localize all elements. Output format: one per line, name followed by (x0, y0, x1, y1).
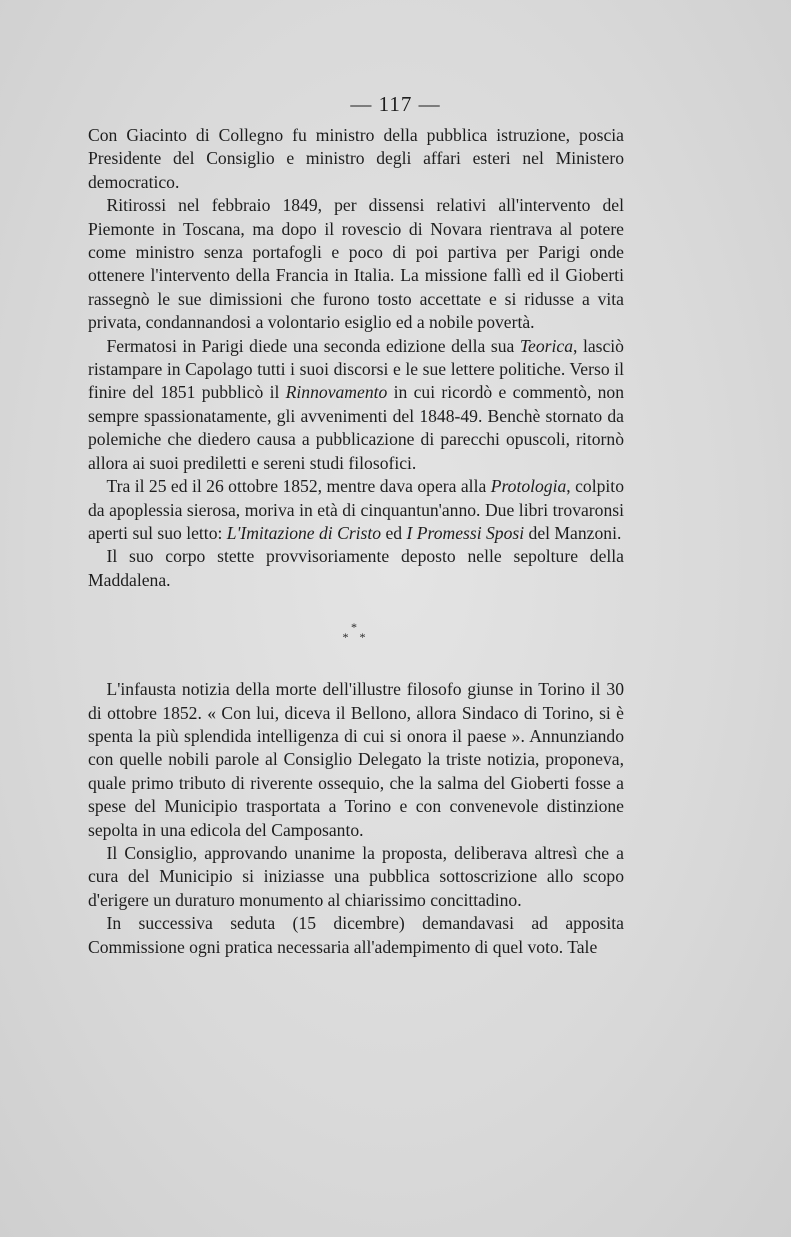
title-promessi-sposi: I Promessi Sposi (406, 522, 525, 543)
title-teorica: Teorica (519, 335, 573, 356)
paragraph-4-part-c: ed (381, 522, 407, 543)
paragraph-4-part-a: Tra il 25 ed il 26 ottobre 1852, mentre dava opera alla (106, 476, 491, 497)
paragraph-3-part-a: Fermatosi in Parigi diede una seconda edizione della sua (106, 335, 520, 356)
paragraph-1: Con Giacinto di Collegno fu ministro della pubblica istruzione, poscia Presidente del Consiglio e ministro degli affari esteri nel Ministero democratico. (88, 125, 624, 192)
section-separator (88, 620, 624, 645)
paragraph-3 (88, 335, 624, 475)
separator-star-top: * (351, 620, 361, 635)
paragraph-6: L'infausta notizia della morte dell'illustre filosofo giunse in Torino il 30 di ottobre 1852. « Con lui, diceva il Bellono, allora Sindaco di Torino, si è spenta la più splendida intelligenza di cui si onora il paese ». Annunziando con quelle nobili parole al Consiglio Delegato la triste notizia, proponeva, quale primo tributo di riverente ossequio, che la salma del Gioberti fosse a spese del Municipio trasportata a Torino e con convenevole distinzione sepolta in una edicola del Camposanto. (88, 679, 624, 840)
body-text (88, 124, 624, 959)
paragraph-2: Ritirossi nel febbraio 1849, per dissensi relativi all'intervento del Piemonte in Toscana, ma dopo il rovescio di Novara rientrava al potere come ministro senza portafogli e poco di poi partiva per Parigi onde ottenere l'intervento della Francia in Italia. La missione fallì ed il Gioberti rassegnò le sue dimissioni che furono tosto accettate e si ridusse a vita privata, condannandosi a volontario esiglio ed a nobile povertà. (88, 195, 624, 333)
paragraph-4 (88, 475, 624, 545)
title-imitazione: L'Imitazione di Cristo (226, 522, 382, 543)
paragraph-3-part-c: in cui ricordò e commentò, non sempre spassionatamente, gli avvenimenti del 1848-49. Benchè stornato da polemiche che diedero causa a pubblicazione di parecchi opuscoli, ritornò allora ai suoi prediletti e sereni studi filosofici. (88, 382, 624, 473)
paragraph-4-part-d: del Manzoni. (524, 522, 622, 543)
paragraph-5: Il suo corpo stette provvisoriamente deposto nelle sepolture della Maddalena. (88, 546, 624, 590)
separator-stars-bottom: * * (342, 630, 370, 645)
paragraph-8: In successiva seduta (15 dicembre) demandavasi ad apposita Commissione ogni pratica necessaria all'adempimento di quel voto. Tale (88, 913, 624, 957)
paragraph-4-part-b: , colpito da apoplessia sierosa, moriva in età di cinquantun'anno. Due libri trovaronsi aperti sul suo letto: (88, 476, 624, 543)
paragraph-3-part-b: , lasciò ristampare in Capolago tutti i suoi discorsi e le sue lettere politiche. Verso il finire del 1851 pubblicò il (88, 335, 624, 403)
paragraph-7: Il Consiglio, approvando unanime la proposta, deliberava altresì che a cura del Municipio si iniziasse una pubblica sottoscrizione allo scopo d'erigere un duraturo monumento al chiarissimo concittadino. (88, 842, 624, 910)
page-number: — 117 — (350, 92, 441, 116)
title-rinnovamento: Rinnovamento (285, 382, 388, 403)
title-protologia: Protologia (490, 476, 567, 497)
